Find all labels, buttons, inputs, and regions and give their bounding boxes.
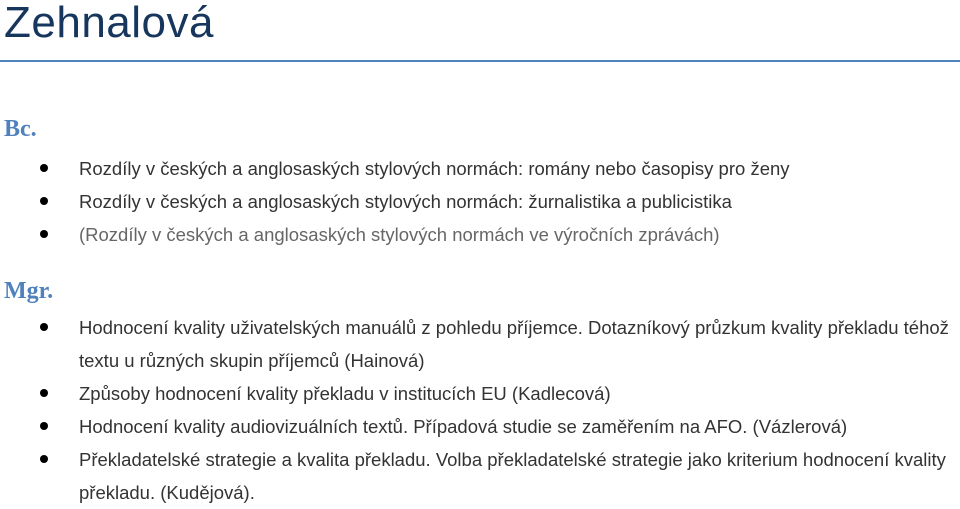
list-item-text: Způsoby hodnocení kvality překladu v institucích EU (Kadlecová) xyxy=(79,383,611,404)
list-item-text: Hodnocení kvality audiovizuálních textů. Případová studie se zaměřením na AFO. (Vázlerová) xyxy=(79,416,848,437)
list-item-text: Rozdíly v českých a anglosaských stylových normách: romány nebo časopisy pro ženy xyxy=(79,158,790,179)
list-item-text: Překladatelské strategie a kvalita překladu. Volba překladatelské strategie jako kriterium hodnocení kvality překladu. (Kudějová). xyxy=(79,449,946,503)
list-item xyxy=(0,152,960,185)
mgr-topic-list xyxy=(0,311,960,509)
bullet-icon xyxy=(40,389,48,397)
bc-topic-list xyxy=(0,152,960,251)
bullet-icon xyxy=(40,230,48,238)
bullet-icon xyxy=(40,164,48,172)
list-item xyxy=(0,443,960,509)
bullet-icon xyxy=(40,197,48,205)
section-heading-bc: Bc. xyxy=(4,116,37,142)
list-item-text: Hodnocení kvality uživatelských manuálů z pohledu příjemce. Dotazníkový průzkum kvality překladu téhož textu u různých skupin příjemců (Hainová) xyxy=(79,317,949,371)
title-underline xyxy=(0,60,960,62)
list-item xyxy=(0,185,960,218)
page-title: Zehnalová xyxy=(4,0,214,47)
list-item-text: Rozdíly v českých a anglosaských stylových normách: žurnalistika a publicistika xyxy=(79,191,732,212)
bullet-icon xyxy=(40,422,48,430)
list-item xyxy=(0,377,960,410)
list-item xyxy=(0,311,960,377)
section-heading-mgr: Mgr. xyxy=(4,278,54,304)
list-item-text: (Rozdíly v českých a anglosaských stylových normách ve výročních zprávách) xyxy=(79,224,720,245)
bullet-icon xyxy=(40,455,48,463)
bullet-icon xyxy=(40,323,48,331)
list-item xyxy=(0,218,960,251)
list-item xyxy=(0,410,960,443)
